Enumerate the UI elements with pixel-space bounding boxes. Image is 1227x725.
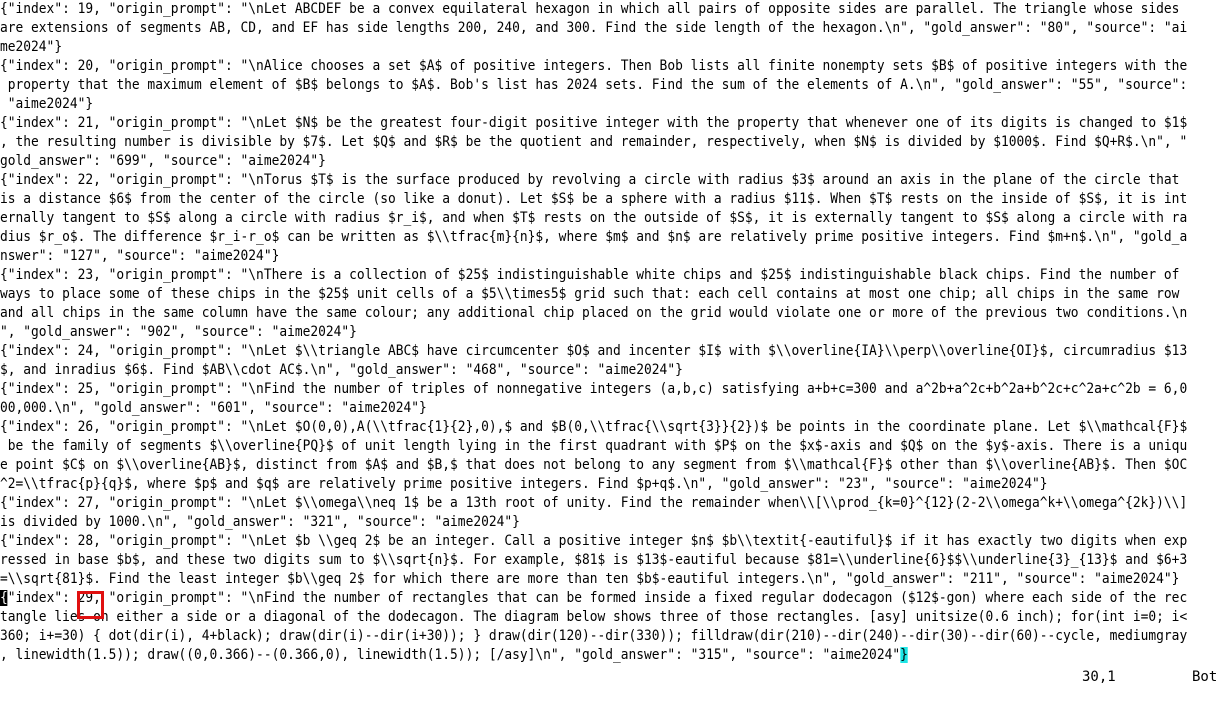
editor-line: {"index": 28, "origin_prompt": "\nLet $b \\geq 2$ be an integer. Call a positive integer $n$ $b\\textit{-eautiful}$ if it has exactly two digits when exp [0, 533, 1188, 549]
editor-line: , the resulting number is divisible by $7$. Let $Q$ and $R$ be the quotient and remainder, respectively, when $N$ is divided by $1000$. Find $Q+R$.\n", " [0, 134, 1188, 150]
editor-line: {"index": 21, "origin_prompt": "\nLet $N$ be the greatest four-digit positive integer with the property that whenever one of its digits is changed to $1$ [0, 115, 1188, 131]
editor-line: {"index": 20, "origin_prompt": "\nAlice chooses a set $A$ of positive integers. Then Bob lists all finite nonempty sets $B$ of positive integers with the [0, 58, 1188, 74]
editor-line: me2024"} [0, 39, 63, 55]
editor-line: {"index": 19, "origin_prompt": "\nLet ABCDEF be a convex equilateral hexagon in which all pairs of opposite sides are parallel. The triangle whose sides [0, 1, 1180, 17]
editor-line: 00,000.\n", "gold_answer": "601", "source": "aime2024"} [0, 400, 427, 416]
editor-line: and all chips in the same column have the same colour; any additional chip placed on the grid would violate one or more of the previous two conditions.\n [0, 305, 1188, 321]
cursor-position: 30,1 [1082, 669, 1116, 685]
editor-line: ressed in base $b$, and these two digits sum to $\\sqrt{n}$. For example, $81$ is $13$-eautiful because $81=\\underline{6}$$\\underline{3}_{13}$ and $6+3 [0, 552, 1188, 568]
editor-line: $, and inradius $6$. Find $AB\\cdot AC$.\n", "gold_answer": "468", "source": "aime2024"} [0, 362, 683, 378]
editor-line: "aime2024"} [0, 96, 94, 112]
editor-line: {"index": 22, "origin_prompt": "\nTorus $T$ is the surface produced by revolving a circle with radius $3$ around an axis in the plane of the circle that [0, 172, 1180, 188]
editor-line: is divided by 1000.\n", "gold_answer": "321", "source": "aime2024"} [0, 514, 520, 530]
editor-line: {"index": 23, "origin_prompt": "\nThere is a collection of $25$ indistinguishable white chips and $25$ indistinguishable black chips. Find the number of [0, 267, 1180, 283]
editor-line: is a distance $6$ from the center of the circle (so like a donut). Let $S$ be a sphere with a radius $11$. When $T$ rests on the inside of $S$, it is int [0, 191, 1188, 207]
editor-line: be the family of segments $\\overline{PQ}$ of unit length lying in the first quadrant with $P$ on the $x$-axis and $Q$ on the $y$-axis. There is a uniqu [0, 438, 1188, 454]
editor-line: {"index": 27, "origin_prompt": "\nLet $\\omega\\neq 1$ be a 13th root of unity. Find the remainder when\\[\\prod_{k=0}^{12}(2-2\\omega^k+\\omega^{2k})\\] [0, 495, 1188, 511]
text-cursor: { [0, 590, 8, 606]
matching-brace-highlight: } [900, 647, 908, 663]
status-bar [0, 668, 1227, 687]
editor-line: e point $C$ on $\\overline{AB}$, distinct from $A$ and $B,$ that does not belong to any segment from $\\mathcal{F}$ other than $\\overline{AB}$. Then $OC [0, 457, 1188, 473]
editor-line: {"index": 26, "origin_prompt": "\nLet $O(0,0),A(\\tfrac{1}{2},0),$ and $B(0,\\tfrac{\\sqrt{3}}{2})$ be points in the coordinate plane. Let $\\mathcal{F}$ [0, 419, 1188, 435]
scroll-position: Bot [1192, 669, 1218, 685]
editor-line: are extensions of segments AB, CD, and EF has side lengths 200, 240, and 300. Find the side length of the hexagon.\n", "gold_answer": "80", "source": "ai [0, 20, 1188, 36]
editor-line: ernally tangent to $S$ along a circle with radius $r_i$, and when $T$ rests on the outside of $S$, it is externally tangent to $S$ along a circle with ra [0, 210, 1188, 226]
editor-line: , linewidth(1.5)); draw((0,0.366)--(0.366,0), linewidth(1.5)); [/asy]\n", "gold_answer": "315", "source": "aime2024"} [0, 647, 908, 663]
editor-line: property that the maximum element of $B$ belongs to $A$. Bob's list has 2024 sets. Find the sum of the elements of A.\n", "gold_answer": "55", "source": [0, 77, 1188, 93]
editor-line: tangle lies on either a side or a diagonal of the dodecagon. The diagram below shows three of those rectangles. [asy] unitsize(0.6 inch); for(int i=0; i< [0, 609, 1188, 625]
editor-line: ways to place some of these chips in the $25$ unit cells of a $5\\times5$ grid such that: each cell contains at most one chip; all chips in the same row [0, 286, 1180, 302]
editor-line: gold_answer": "699", "source": "aime2024"} [0, 153, 326, 169]
editor-line: ", "gold_answer": "902", "source": "aime2024"} [0, 324, 357, 340]
editor-line: {"index": 25, "origin_prompt": "\nFind the number of triples of nonnegative integers (a,b,c) satisfying a+b+c=300 and a^2b+a^2c+b^2a+b^2c+c^2a+c^2b = 6,0 [0, 381, 1188, 397]
editor-line: nswer": "127", "source": "aime2024"} [0, 248, 280, 264]
editor-line: {"index": 29, "origin_prompt": "\nFind the number of rectangles that can be formed inside a fixed regular dodecagon ($12$-gon) where each side of the rec [0, 590, 1188, 606]
editor-line: dius $r_o$. The difference $r_i-r_o$ can be written as $\\tfrac{m}{n}$, where $m$ and $n$ are relatively prime positive integers. Find $m+n$.\n", "gold_a [0, 229, 1188, 245]
editor-line: ^2=\\tfrac{p}{q}$, where $p$ and $q$ are relatively prime positive integers. Find $p+q$.\n", "gold_answer": "23", "source": "aime2024"} [0, 476, 1048, 492]
editor-line: 360; i+=30) { dot(dir(i), 4+black); draw(dir(i)--dir(i+30)); } draw(dir(120)--dir(330)); filldraw(dir(210)--dir(240)--dir(30)--dir(60)--cycle, mediumgray [0, 628, 1188, 644]
editor-line: {"index": 24, "origin_prompt": "\nLet $\\triangle ABC$ have circumcenter $O$ and incenter $I$ with $\\overline{IA}\\perp\\overline{OI}$, circumradius $13 [0, 343, 1188, 359]
editor-line: =\\sqrt{81}$. Find the least integer $b\\geq 2$ for which there are more than ten $b$-eautiful integers.\n", "gold_answer": "211", "source": "aime2024"} [0, 571, 1180, 587]
